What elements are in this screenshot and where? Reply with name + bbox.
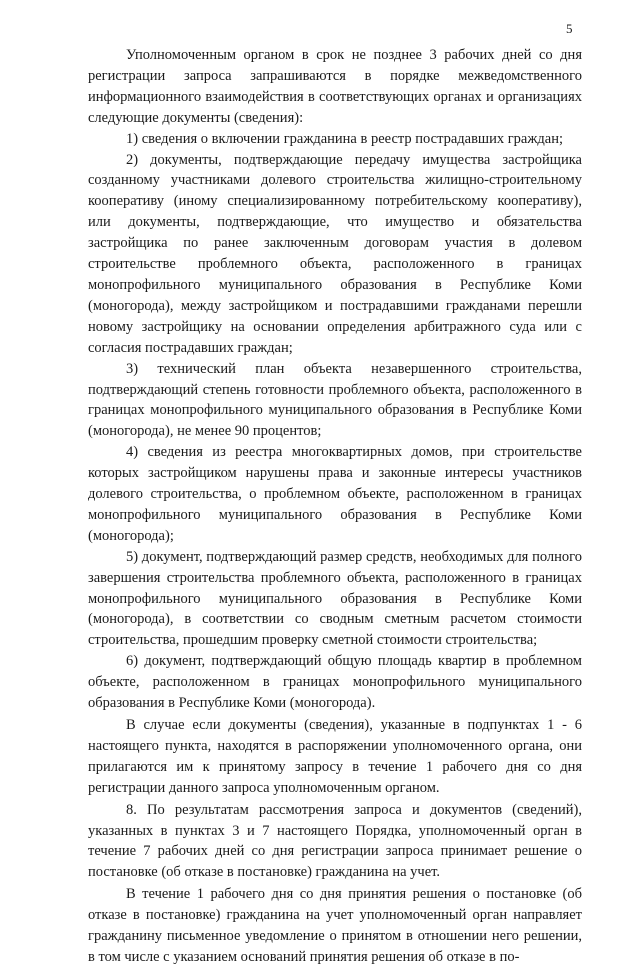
list-item-3: 3) технический план объекта незавершенного строительства, подтверждающий степень готовности проблемного объекта, расположенного в границах монопрофильного муниципального образования в Республике Коми (моногорода), не менее 90 процентов; xyxy=(88,360,582,440)
list-item-1: 1) сведения о включении гражданина в реестр пострадавших граждан; xyxy=(126,130,563,147)
paragraph-notification: В течение 1 рабочего дня со дня принятия решения о постановке (об отказе в постановке) гражданина на учет уполномоченный орган направляет гражданину письменное уведомление о принятом в отношении него решении, в том числе с указанием оснований принятия решения об отказе в по- xyxy=(88,886,582,965)
paragraph-documents-available: В случае если документы (сведения), указанные в подпунктах 1 - 6 настоящего пункта, находятся в распоряжении уполномоченного органа, они прилагаются им к принятому запросу в течение 1 рабочего дня со дня регистрации данного запроса уполномоченным органом. xyxy=(88,717,582,796)
page-number: 5 xyxy=(566,21,573,36)
list-item-2: 2) документы, подтверждающие передачу имущества застройщика созданному участниками долевого строительства жилищно-строительному кооперативу (иному специализированному потребительскому кооперативу), или документы, подтверждающие, что имущество и обязательства застройщика по ранее заключенным договорам участия в долевом строительстве проблемного объекта, расположенного в границах монопрофильного муниципального образования в Республике Коми (моногорода), между застройщиком и пострадавшими гражданами перешли новому застройщику на основании определения арбитражного суда или с согласия пострадавших граждан; xyxy=(88,151,582,356)
list-item-5: 5) документ, подтверждающий размер средств, необходимых для полного завершения строительства проблемного объекта, расположенного в границах монопрофильного муниципального образования в Республике Коми (моногорода), в соответствии со сводным сметным расчетом стоимости строительства, прошедшим проверку сметной стоимости строительства; xyxy=(88,548,582,649)
document-body xyxy=(88,45,582,968)
paragraph-intro: Уполномоченным органом в срок не позднее 3 рабочих дней со дня регистрации запроса запрашиваются в порядке межведомственного информационного взаимодействия в соответствующих органах и организациях следующие документы (сведения): xyxy=(88,47,582,126)
list-item-4: 4) сведения из реестра многоквартирных домов, при строительстве которых застройщиком нарушены права и законные интересы участников долевого строительства, о проблемном объекте, расположенном в границах монопрофильного муниципального образования в Республике Коми (моногорода); xyxy=(88,444,582,544)
list-item-6: 6) документ, подтверждающий общую площадь квартир в проблемном объекте, расположенном в границах монопрофильного муниципального образования в Республике Коми (моногорода). xyxy=(88,653,582,712)
paragraph-section-8: 8. По результатам рассмотрения запроса и документов (сведений), указанных в пунктах 3 и 7 настоящего Порядка, уполномоченный орган в течение 7 рабочих дней со дня регистрации запроса принимает решение о постановке (об отказе в постановке) гражданина на учет. xyxy=(88,801,582,881)
